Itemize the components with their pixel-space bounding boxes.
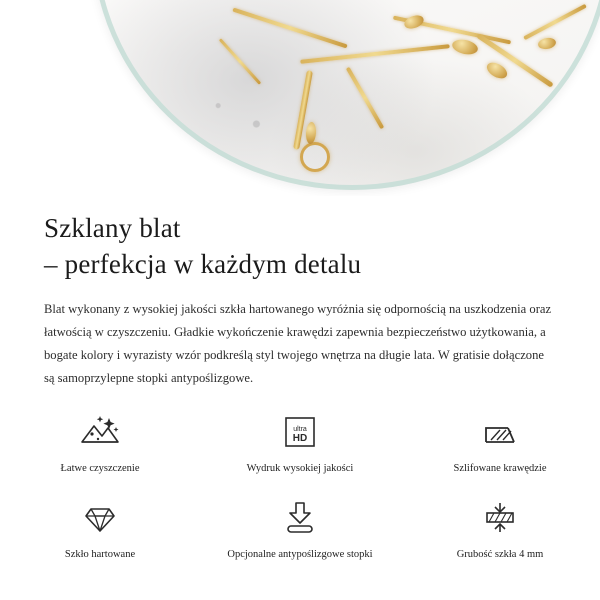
feature-item — [200, 404, 400, 476]
gold-ring — [300, 142, 330, 172]
feature-label: Szkło hartowane — [64, 549, 136, 560]
svg-text:HD: HD — [292, 433, 308, 444]
ultra-hd-print-icon — [278, 410, 322, 454]
headline-line-2: – perfekcja w każdym detalu — [44, 249, 362, 279]
feature-label: Opcjonalne antypoślizgowe stopki — [227, 549, 373, 560]
glass-thickness-icon — [478, 496, 522, 540]
page-title — [0, 196, 600, 282]
easy-clean-icon — [78, 410, 122, 454]
feature-grid — [0, 404, 600, 562]
tempered-glass-diamond-icon — [78, 496, 122, 540]
feature-label: Grubość szkła 4 mm — [456, 549, 544, 560]
svg-text:ultra: ultra — [293, 426, 307, 433]
hero-image — [0, 0, 600, 196]
polished-edges-icon — [478, 410, 522, 454]
feature-item — [0, 490, 200, 562]
feature-label: Szlifowane krawędzie — [453, 463, 547, 474]
text-content — [0, 196, 600, 390]
feature-item — [400, 404, 600, 476]
feature-item — [200, 490, 400, 562]
feature-label: Wydruk wysokiej jakości — [246, 463, 354, 474]
feature-label: Łatwe czyszczenie — [60, 463, 140, 474]
feature-item — [400, 490, 600, 562]
anti-slip-feet-icon — [278, 496, 322, 540]
headline-line-1: Szklany blat — [44, 213, 181, 243]
feature-item — [0, 404, 200, 476]
body-paragraph: Blat wykonany z wysokiej jakości szkła hartowanego wyróżnia się odpornością na uszkodzenia oraz łatwością w czyszczeniu. Gładkie wykończenie krawędzi zapewnia bezpieczeństwo użytkowania, a bogate kolory i wyrazisty wzór podkreślą styl twojego wnętrza na długie lata. W gratisie dołączone są samoprzylepne stopki antypoślizgowe. — [44, 302, 552, 385]
glass-tabletop-disc — [92, 0, 600, 190]
